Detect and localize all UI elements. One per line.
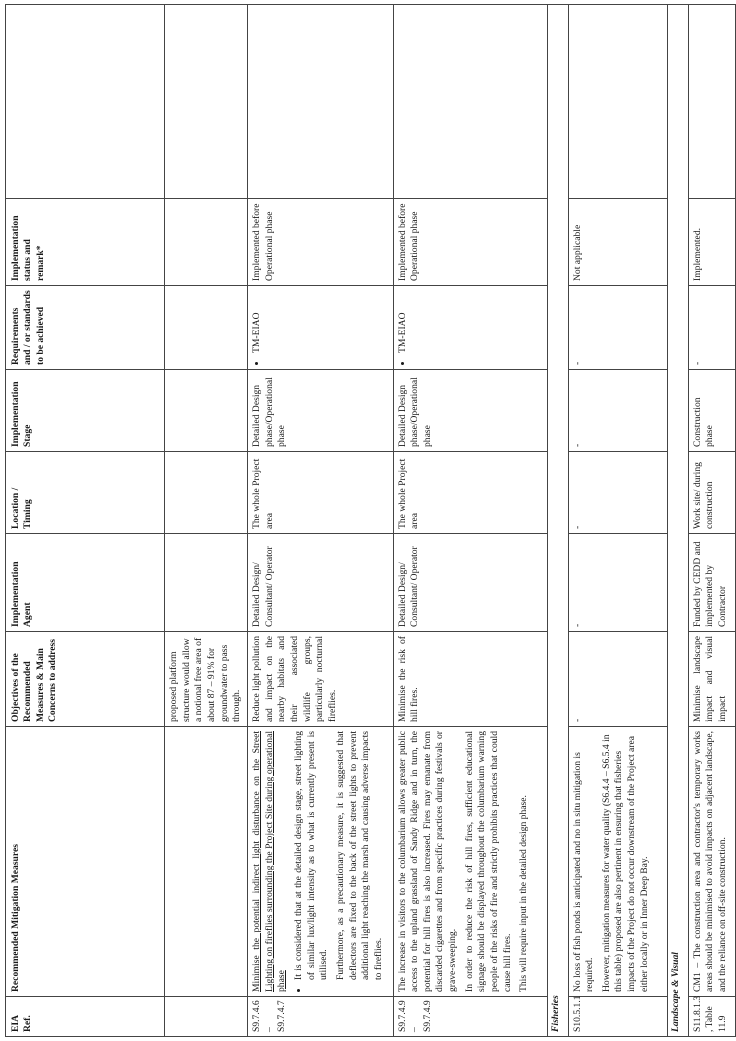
measure-heading: Minimise the potential indirect light disturbance on the Street Lighting on fireflies surrounding the Project Site during operational phase [250,731,288,992]
ref-dash: – [409,1027,421,1032]
header-measures: Recommended Mitigation Measures [6,727,165,997]
cell-ref: S11.8.1.3 , Table 11.9 [688,997,735,1037]
cell-ref [393,997,547,1037]
cell-location: The whole Project area [247,452,393,534]
cell-blank [568,5,667,199]
table-row [393,5,547,1037]
header-blank [6,5,165,199]
cell-requirements [247,286,393,370]
cell-requirements: - [568,286,667,370]
cell-location: - [568,452,667,534]
requirement-list [251,290,264,365]
cell-agent: Detailed Design/ Consultant/ Operator [247,534,393,632]
measure-paragraph: Furthermore, as a precautionary measure, it is suggested that deflectors are fixed to the back of the street lights to prevent additional light reaching the marsh and causing adverse impacts to fireflies. [334,731,384,980]
requirement-list [397,290,410,365]
cell-agent: Funded by CEDD and implemented by Contractor [688,534,735,632]
header-requirements: Requirements and / or standards to be achieved [6,286,165,370]
header-row [6,5,165,1037]
cell-objectives: Reduce light pollution and impact on the nearby habitats and their associated wildlife groups, particularly nocturnal fireflies. [247,632,393,727]
cell-requirements: - [688,286,735,370]
cell-location: Work site/ during construction [688,452,735,534]
cell-blank [247,5,393,199]
cell-ref: S10.5.1.1 [568,997,667,1037]
cell-measures [247,727,393,997]
cell-objectives: proposed platform structure would allow a notional free area of about 87 – 91% for groundwater to pass through. [165,632,248,727]
cell-status: Implemented before Operational phase [247,199,393,286]
requirement-item: • TM-EIAO [397,290,410,353]
cell-location [165,452,248,534]
measure-paragraph: However, mitigation measures for water quality (S6.4.4 – S6.5.4 in this table) proposed are also pertinent in ensuring that fisheries impacts of the Project do not occur downstream of the Project area either locally or in Inner Deep Bay. [600,734,650,992]
cell-agent: - [568,534,667,632]
ref-end: S9.7.4.9 [421,1000,433,1032]
ref-start: S9.7.4.9 [396,1000,408,1032]
cell-stage [165,370,248,452]
header-agent: Implementation Agent [6,534,165,632]
table-row [568,5,667,1037]
cell-measures [393,727,547,997]
table-row [688,5,735,1037]
table-row [247,5,393,1037]
cell-agent: Detailed Design/ Consultant/ Operator [393,534,547,632]
cell-objectives: - [568,632,667,727]
section-row-landscape [667,5,688,1037]
measure-paragraph: No loss of fish ponds is anticipated and no in situ mitigation is required. [571,752,596,992]
section-row-fisheries [547,5,568,1037]
cell-blank [393,5,547,199]
cell-status: Implemented before Operational phase [393,199,547,286]
cell-ref [165,997,248,1037]
cell-measures [165,727,248,997]
cell-objectives: Minimise the risk of hill fires. [393,632,547,727]
cell-stage: - [568,370,667,452]
table-row [165,5,248,1037]
header-location: Location / Timing [6,452,165,534]
header-objectives: Objectives of the Recommended Measures & Main Concerns to address [6,632,165,727]
cell-location: The whole Project area [393,452,547,534]
cell-ref [247,997,393,1037]
ref-start: S9.7.4.6 [250,1000,262,1032]
mitigation-measures-table [5,4,736,1037]
measure-paragraph: This will require input in the detailed design phase. [518,795,530,992]
cell-blank [688,5,735,199]
header-eia-ref: EIA Ref. [6,997,165,1037]
section-title: Landscape & Visual [667,5,688,1037]
cell-stage: Detailed Design phase/Operational phase [247,370,393,452]
ref-dash: – [263,1027,275,1032]
measure-paragraph: In order to reduce the risk of hill fires, sufficient educational signage should be displayed throughout the columbarium warning people of the risks of fire and strictly prohibits practices that could cause hill fires. [463,731,513,992]
measure-bullet: • It is considered that at the detailed design stage, street lighting of similar lux/light intensity as to what is currently present is utilised. [293,731,331,980]
cell-status [165,199,248,286]
cell-requirements [393,286,547,370]
cell-measures [568,727,667,997]
requirement-item: • TM-EIAO [251,290,264,353]
cell-status: Not applicable [568,199,667,286]
cell-status: Implemented. [688,199,735,286]
cell-stage: Construction phase [688,370,735,452]
section-title: Fisheries [547,5,568,1037]
measure-bullets [293,731,331,992]
header-stage: Implementation Stage [6,370,165,452]
cell-stage: Detailed Design phase/Operational phase [393,370,547,452]
measure-paragraph: The increase in visitors to the columbarium allows greater public access to the upland grassland of Sandy Ridge and in turn, the potential for hill fires is also increased. Fires may emanate from discarded cigarettes and from specific practices during festivals or grave-sweeping. [396,731,459,992]
cell-agent [165,534,248,632]
cell-requirements [165,286,248,370]
header-status: Implementation status and remark* [6,199,165,286]
cell-blank [165,5,248,199]
ref-end: S9.7.4.7 [276,1000,288,1032]
cell-measures: CM1 – The construction area and contractor's temporary works areas should be minimised to avoid impacts on adjacent landscape, and the reliance on off-site construction. [688,727,735,997]
cell-objectives: Minimise landscape impact and visual impact [688,632,735,727]
